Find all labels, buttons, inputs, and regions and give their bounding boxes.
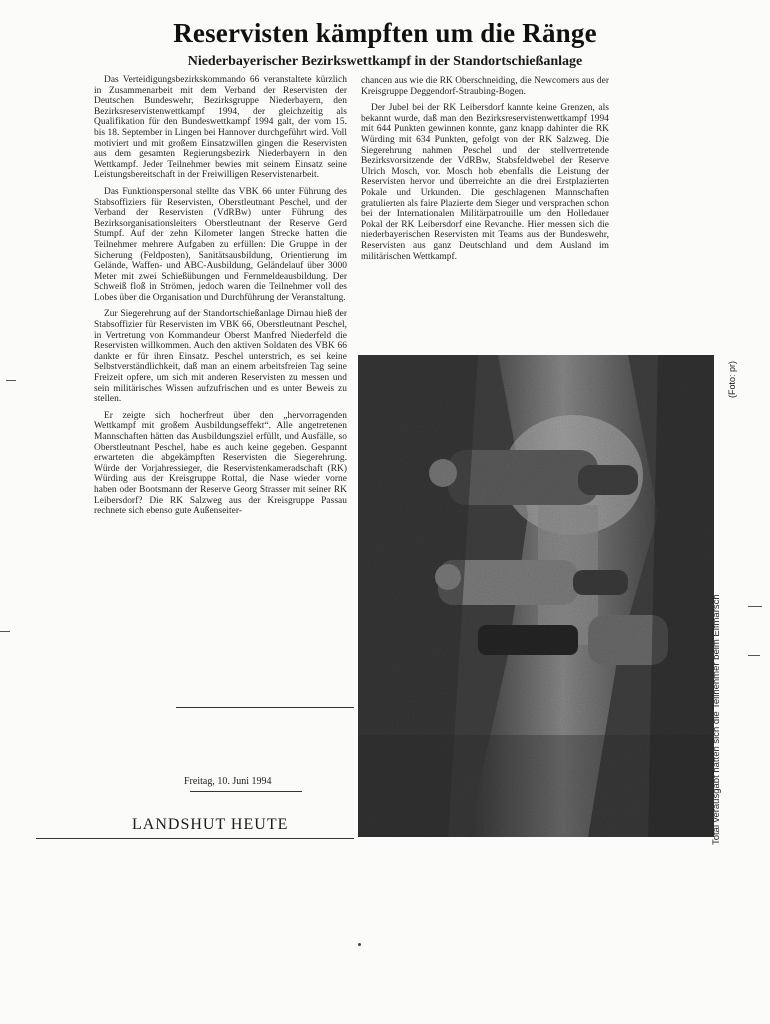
paragraph: Er zeigte sich hocherfreut über den „hervorragenden Wettkampf mit großem Ausbildungseffekt“. Alle angetretenen Mannschaften hätten das Ausbildungsziel erfüllt, und Ausfälle, so Oberstleutnant Peschel, habe es auch keine gegeben. Gespannt erwarteten die abgekämpften Reservisten die Siegerehrung. Würde der Vorjahressieger, die Reservistenkameradschaft (RK) Würding aus der Kreisgruppe Rottal, die Nase wieder vorne haben oder Bootsmann der Reserve Georg Strasser mit seiner RK Leibersdorf? Die RK Salzweg aus der Kreisgruppe Passau rechnete sich ebenso gute Außenseiter-	[94, 410, 347, 517]
paragraph: chancen aus wie die RK Oberschneiding, die Newcomers aus der Kreisgruppe Deggendorf-Straubing-Bogen.	[361, 76, 609, 97]
article-headline: Reservisten kämpften um die Ränge	[173, 18, 597, 48]
paragraph: Zur Siegerehrung auf der Standortschießanlage Dirnau hieß der Stabsoffizier für Reservisten im VBK 66, Oberstleutnant Peschel, in Vertretung von Kommandeur Oberst Manfred Niederfeld die Reservisten willkommen. Auch den aktiven Soldaten des VBK 66 dankte er für ihren Einsatz. Peschel unterstrich, es sei keine Selbstverständlichkeit, daß man an einem arbeitsfreien Tag seine Freizeit opfere, um sich mit anderen Reservisten zu messen und sein militärisches Wissen aufzufrischen und es unter Beweis zu stellen.	[94, 309, 347, 405]
article-subheadline: Niederbayerischer Bezirkswettkampf in der Standortschießanlage	[187, 54, 583, 69]
paragraph: Das Funktionspersonal stellte das VBK 66 unter Führung des Stabsoffiziers für Reservisten, Oberstleutnant Peschel, und der Verband der Reservisten (VdRBw) unter Führung des Bezirksorganisationsleiters Oberstleutnant der Reserve Gerd Stumpf. Auf der zehn Kilometer langen Strecke hatten die Teilnehmer mehrere Aufgaben zu erfüllen: Die Gruppe in der Sicherung (Feldposten), Sanitätsausbildung, Orientierung im Gelände, Waffen- und ABC-Ausbildung, Geländelauf über 3000 Meter mit zwei Schießübungen und Fernmeldeausbildung. Der Schweiß floß in Strömen, jedoch waren die Teilnehmer voll des Lobes über die Organisation und Durchführung der Veranstaltung.	[94, 186, 347, 303]
photo-image	[358, 355, 714, 837]
article-right-column	[361, 76, 609, 341]
publication-date: Freitag, 10. Juni 1994	[184, 776, 272, 787]
paragraph: Der Jubel bei der RK Leibersdorf kannte keine Grenzen, als bekannt wurde, daß man den Bezirksreservistenwettkampf 1994 mit 644 Punkten gewinnen konnte, ganz knapp dahinter die RK Würding mit 634 Punkten, gefolgt von der RK Salzweg. Die Siegerehrung nahmen Peschel und der stellvertretende Bezirksvorsitzende der VdRBw, Stabsfeldwebel der Reserve Ulrich Mosch, vor. Mosch hob ebenfalls die Leistung der Reservisten hervor und überreichte an die drei Erstplazierten Pokale und Urkunden. Die geschlagenen Mannschaften gratulierten als faire Plazierte dem Sieger und versprachen schon bei der Internationalen Militärpatrouille um den Holledauer Pokal der RK Leibersdorf eine Revanche. Hier messen sich die niederbayerischen Reservisten mit Teams aus der Bundeswehr, Reservisten aus ganz Deutschland und dem Ausland im militärischen Wettkampf.	[361, 103, 609, 262]
scan-speck	[358, 943, 361, 946]
masthead-rule	[36, 838, 354, 839]
scan-mark	[6, 380, 16, 381]
scan-mark	[748, 606, 762, 607]
paragraph: Das Verteidigungsbezirkskommando 66 veranstaltete kürzlich in Zusammenarbeit mit dem Verband der Reservisten der Deutschen Bundeswehr, Bezirksgruppe Niederbayern, den Bezirksreservistenwettkampf 1994, der gleichzeitig als Qualifikation für den Bundeswettkampf 1994 galt, der vom 15. bis 18. September in Lingen bei Hannover durchgeführt wird. Voll motiviert und mit großem Einsatzwillen gingen die Reservisten aus dem gesamten Regierungsbezirk Niederbayern in den Wettkampf. Jeder Teilnehmer bewies mit seinem Einsatz seine Leistungsbereitschaft in der Freiwilligen Reservistenarbeit.	[94, 75, 347, 181]
photo-caption: Total verausgabt hatten sich die Teilnehmer beim Elfmarsch	[711, 594, 722, 845]
newspaper-masthead: LANDSHUT HEUTE	[132, 816, 289, 833]
photo-credit: (Foto: pr)	[727, 360, 737, 398]
scan-mark	[0, 631, 10, 632]
scan-mark	[748, 655, 760, 656]
article-left-column	[94, 75, 347, 695]
column-end-rule	[176, 707, 354, 708]
article-photo	[358, 355, 714, 837]
date-underline	[190, 791, 302, 792]
